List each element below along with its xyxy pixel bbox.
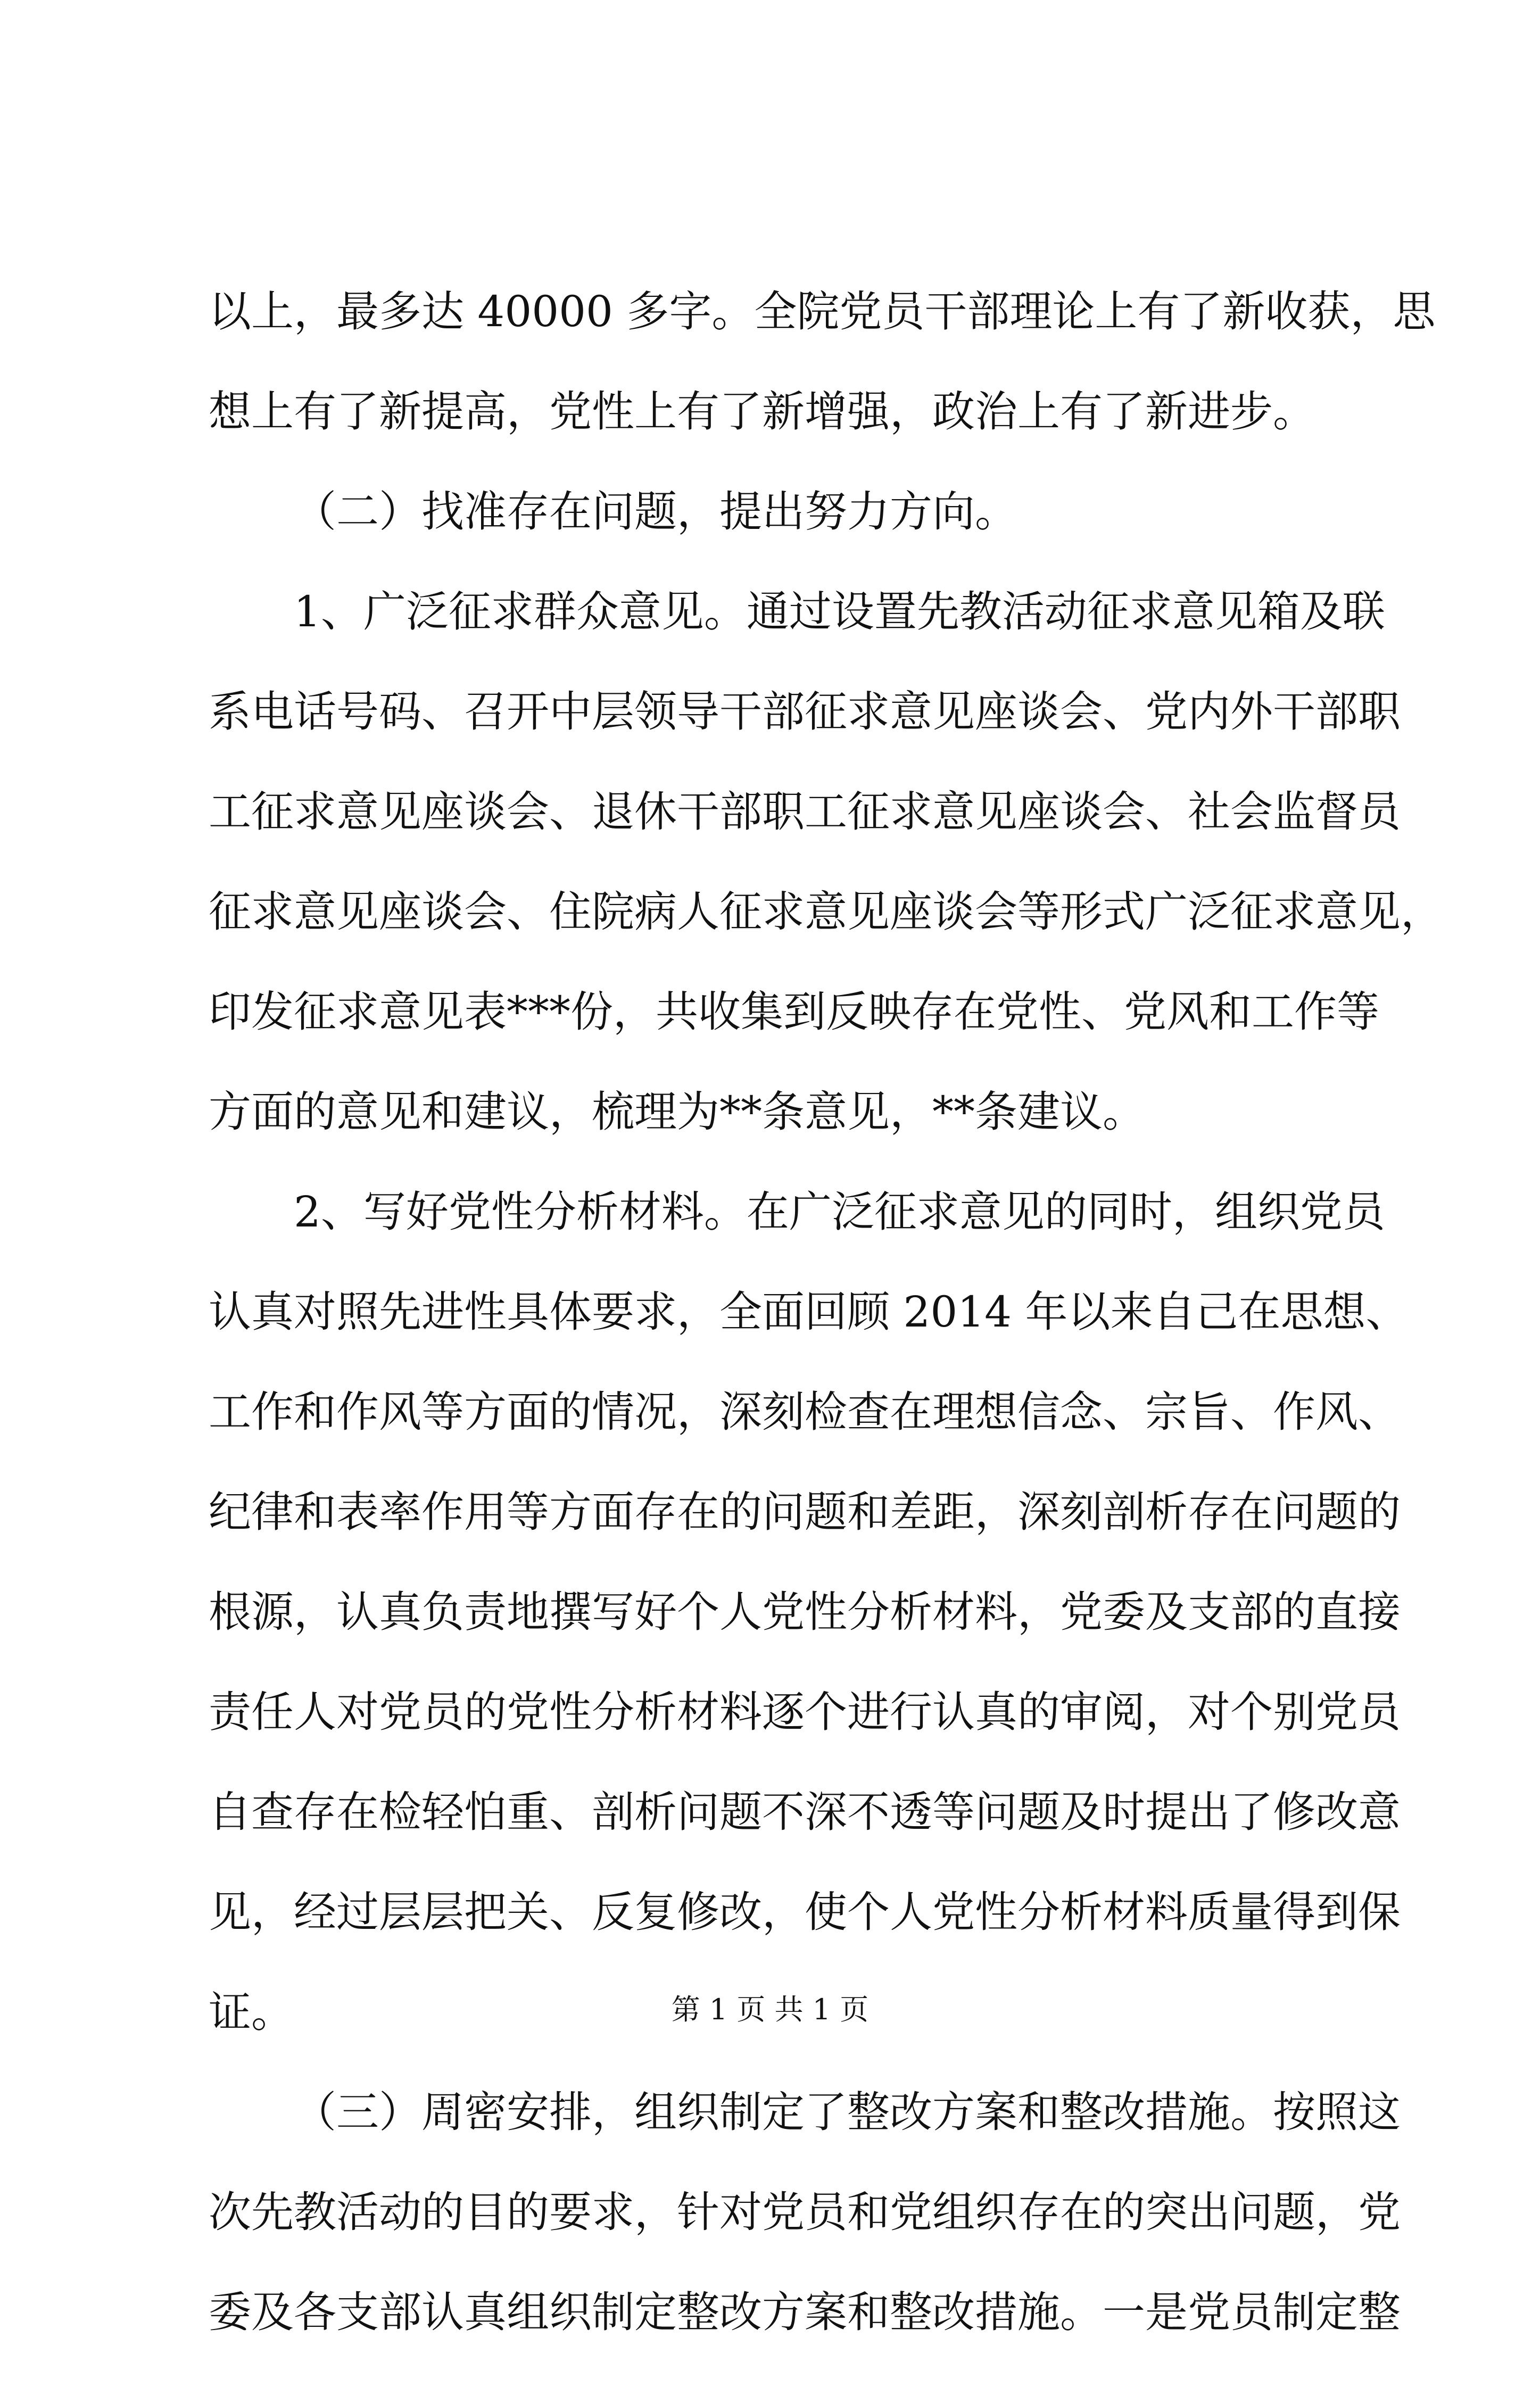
page-footer: 第 1 页 共 1 页 [671,1993,869,2026]
text-line: 工作和作风等方面的情况，深刻检查在理想信念、宗旨、作风、 [209,1387,1401,1437]
text-line: 见，经过层层把关、反复修改，使个人党性分析材料质量得到保 [209,1887,1401,1937]
text-line: （三）周密安排，组织制定了整改方案和整改措施。按照这 [294,2087,1401,2137]
text-line: 委及各支部认真组织制定整改方案和整改措施。一是党员制定整 [209,2287,1401,2337]
text-line: （二）找准存在问题，提出努力方向。 [294,487,1017,536]
text-line: 次先教活动的目的要求，针对党员和党组织存在的突出问题，党 [209,2187,1401,2237]
text-line: 根源，认真负责地撰写好个人党性分析材料，党委及支部的直接 [209,1587,1401,1637]
text-line: 工征求意见座谈会、退休干部职工征求意见座谈会、社会监督员 [209,787,1401,836]
text-line: 方面的意见和建议，梳理为**条意见，**条建议。 [209,1087,1145,1137]
text-line: 认真对照先进性具体要求，全面回顾 2014 年以来自己在思想、 [209,1287,1409,1337]
text-line: 责任人对党员的党性分析材料逐个进行认真的审阅，对个别党员 [209,1687,1401,1737]
text-line: 以上，最多达 40000 多字。全院党员干部理论上有了新收获，思 [209,287,1436,336]
text-line: 2、写好党性分析材料。在广泛征求意见的同时，组织党员 [294,1187,1385,1237]
text-line: 证。 [209,1987,294,2037]
text-line: 想上有了新提高，党性上有了新增强，政治上有了新进步。 [209,387,1315,436]
text-line: 自查存在检轻怕重、剖析问题不深不透等问题及时提出了修改意 [209,1787,1401,1837]
text-line: 征求意见座谈会、住院病人征求意见座谈会等形式广泛征求意见， [209,887,1443,936]
document-body [209,286,1443,2387]
text-line: 纪律和表率作用等方面存在的问题和差距，深刻剖析存在问题的 [209,1487,1401,1537]
text-line: 印发征求意见表***份，共收集到反映存在党性、党风和工作等 [209,987,1379,1037]
text-line: 1、广泛征求群众意见。通过设置先教活动征求意见箱及联 [294,587,1385,636]
text-line: 系电话号码、召开中层领导干部征求意见座谈会、党内外干部职 [209,687,1401,736]
